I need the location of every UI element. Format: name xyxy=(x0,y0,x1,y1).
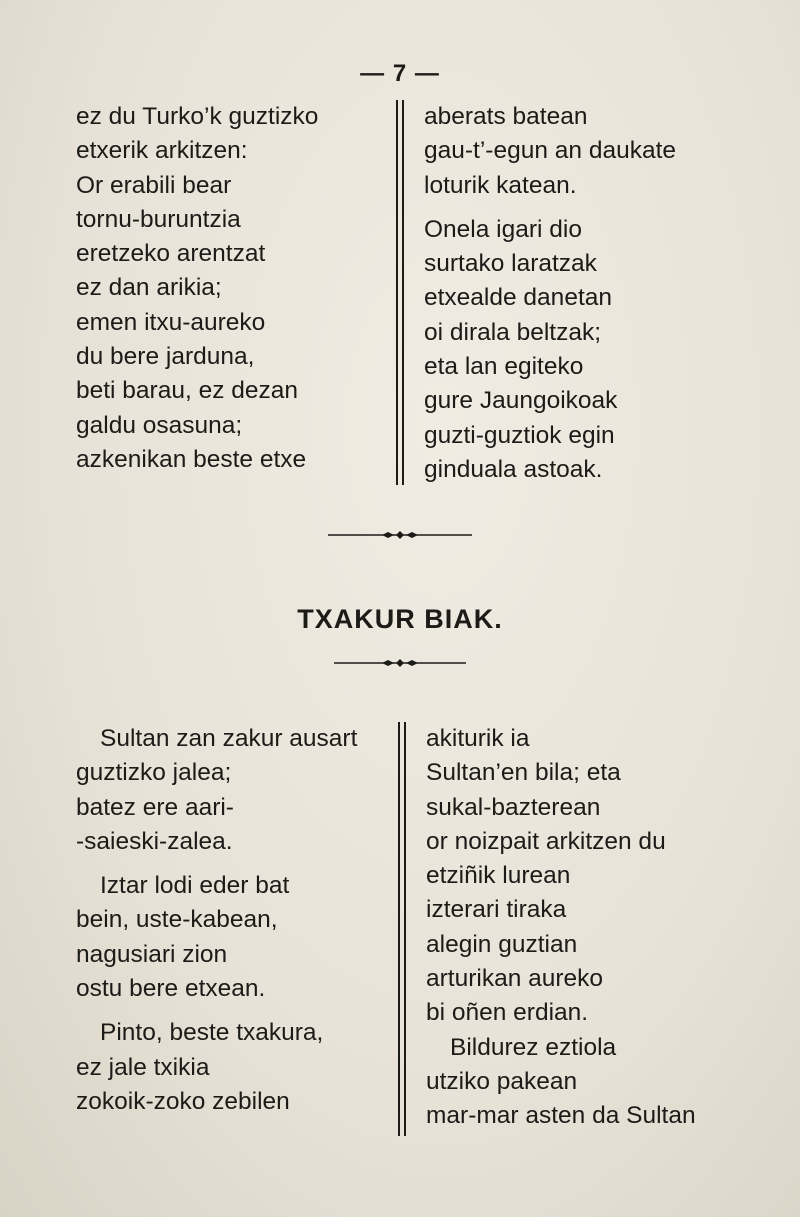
top-right-column xyxy=(424,100,676,487)
verse-line: etziñik lurean xyxy=(426,862,571,890)
verse-line: guztizko jalea; xyxy=(76,759,232,787)
verse-line: Sultan zan zakur ausart xyxy=(100,725,358,752)
bottom-left-column xyxy=(76,722,357,1119)
verse-line: aberats batean xyxy=(424,103,588,130)
verse-line: zokoik-zoko zebilen xyxy=(76,1087,290,1115)
column-rule xyxy=(404,722,406,1136)
verse-line: etxealde danetan xyxy=(424,284,612,312)
verse-line: bein, uste-kabean, xyxy=(76,906,278,934)
top-left-column xyxy=(76,100,318,477)
verse-line: gau-t’-egun an daukate xyxy=(424,137,676,165)
verse-line: Onela igari dio xyxy=(424,215,582,243)
verse-line: -saieski-zalea. xyxy=(76,827,233,855)
verse-line: Sultan’en bila; eta xyxy=(426,759,621,787)
verse-line: Bildurez eztiola xyxy=(450,1033,617,1061)
verse-line: ez dan arikia; xyxy=(76,274,222,302)
column-rule xyxy=(398,722,400,1136)
verse-line: sukal-bazterean xyxy=(426,793,601,821)
bottom-right-column xyxy=(426,722,696,1134)
ornament-divider xyxy=(320,530,480,540)
verse-line: loturik katean. xyxy=(424,171,577,199)
verse-line: ginduala astoak. xyxy=(424,455,603,483)
column-rule xyxy=(402,100,404,485)
verse-line: utziko pakean xyxy=(426,1067,578,1095)
poem-title: TXAKUR BIAK. xyxy=(297,604,503,634)
verse-line: nagusiari zion xyxy=(76,940,228,968)
verse-line: galdu osasuna; xyxy=(76,411,243,439)
verse-line: oi dirala beltzak; xyxy=(424,318,602,346)
verse-line: etxerik arkitzen: xyxy=(76,137,248,165)
verse-line: beti barau, ez dezan xyxy=(76,377,299,405)
verse-line: arturikan aureko xyxy=(426,965,604,993)
verse-line: alegin guztian xyxy=(426,930,578,958)
verse-line: mar-mar asten da Sultan xyxy=(426,1102,696,1130)
verse-line: izterari tiraka xyxy=(426,896,567,924)
verse-line: Iztar lodi eder bat xyxy=(100,872,290,900)
verse-line: eretzeko arentzat xyxy=(76,240,266,268)
verse-line: Pinto, beste txakura, xyxy=(100,1019,324,1047)
page-number: — 7 — xyxy=(360,60,440,87)
verse-line: azkenikan beste etxe xyxy=(76,445,307,473)
verse-line: ez jale txikia xyxy=(76,1053,210,1081)
verse-line: ez du Turko’k guztizko xyxy=(76,103,319,130)
verse-line: bi oñen erdian. xyxy=(426,999,589,1027)
verse-line: emen itxu-aureko xyxy=(76,308,266,336)
verse-line: gure Jaungoikoak xyxy=(424,387,618,415)
verse-line: du bere jarduna, xyxy=(76,343,255,371)
verse-line: eta lan egiteko xyxy=(424,353,584,381)
ornament-divider xyxy=(320,658,480,668)
verse-line: ostu bere etxean. xyxy=(76,975,266,1003)
verse-line: batez ere aari- xyxy=(76,793,234,821)
column-rule xyxy=(396,100,398,485)
verse-line: surtako laratzak xyxy=(424,250,597,278)
verse-line: tornu-buruntzia xyxy=(76,205,241,233)
verse-line: Or erabili bear xyxy=(76,171,232,199)
verse-line: or noizpait arkitzen du xyxy=(426,827,666,855)
verse-line: guzti-guztiok egin xyxy=(424,421,615,449)
verse-line: akiturik ia xyxy=(426,725,530,752)
